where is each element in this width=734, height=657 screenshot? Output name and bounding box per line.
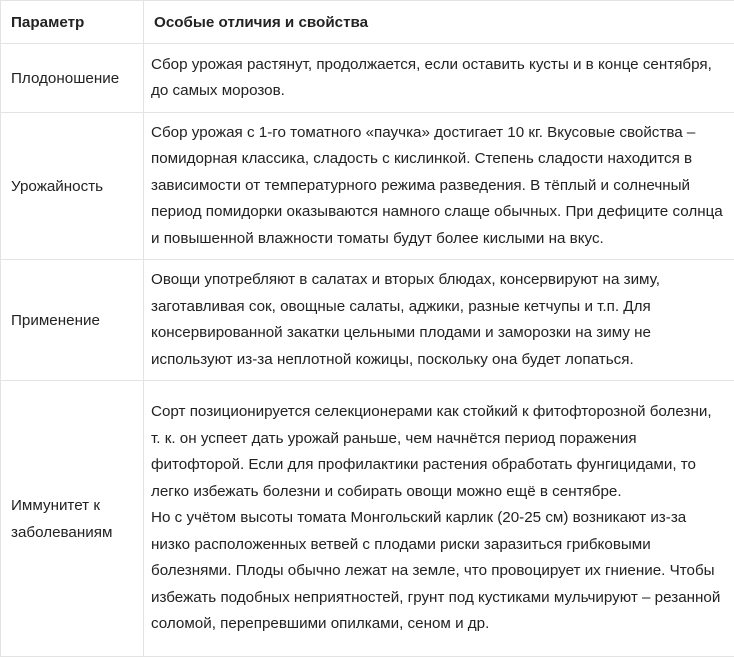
header-features: Особые отличия и свойства <box>144 1 734 44</box>
table-row <box>1 381 734 657</box>
header-parameter: Параметр <box>1 1 144 44</box>
table-header-row <box>1 1 734 44</box>
row-details <box>144 44 734 113</box>
row-parameter: Иммунитет к заболеваниям <box>1 381 144 657</box>
table-row <box>1 44 734 113</box>
row-parameter: Урожайность <box>1 113 144 260</box>
details-paragraph: Овощи употребляют в салатах и вторых блюдах, консервируют на зиму, заготавливая сок, овощные салаты, аджики, разные кетчупы и т.п. Для консервированной закатки цельными плодами и заморозки на зиму не используют из-за неплотной кожицы, поскольку она будет лопаться. <box>151 267 724 373</box>
table-row <box>1 113 734 260</box>
details-paragraph: Но с учётом высоты томата Монгольский карлик (20-25 см) возникают из-за низко расположенных ветвей с плодами риски заразиться грибковыми болезнями. Плоды обычно лежат на земле, что провоцирует их гниение. Чтобы избежать подобных неприятностей, грунт под кустиками мульчируют – резанной соломой, перепревшими опилками, сеном и др. <box>151 505 724 638</box>
row-details <box>144 113 734 260</box>
details-paragraph: Сбор урожая растянут, продолжается, если оставить кусты и в конце сентября, до самых морозов. <box>151 52 724 105</box>
row-parameter: Плодоношение <box>1 44 144 113</box>
row-details <box>144 381 734 657</box>
row-parameter: Применение <box>1 260 144 381</box>
details-paragraph: Сбор урожая с 1-го томатного «паучка» достигает 10 кг. Вкусовые свойства – помидорная классика, сладость с кислинкой. Степень сладости находится в зависимости от температурного режима разведения. В тёплый и солнечный период помидорки оказываются намного слаще обычных. При дефиците солнца и повышенной влажности томаты будут более кислыми на вкус. <box>151 120 724 253</box>
table-row <box>1 260 734 381</box>
row-details <box>144 260 734 381</box>
details-paragraph: Сорт позиционируется селекционерами как стойкий к фитофторозной болезни, т. к. он успеет дать урожай раньше, чем начнётся период поражения фитофторой. Если для профилактики растения обработать фунгицидами, то легко избежать болезни и собирать овощи можно ещё в сентябре. <box>151 399 724 505</box>
